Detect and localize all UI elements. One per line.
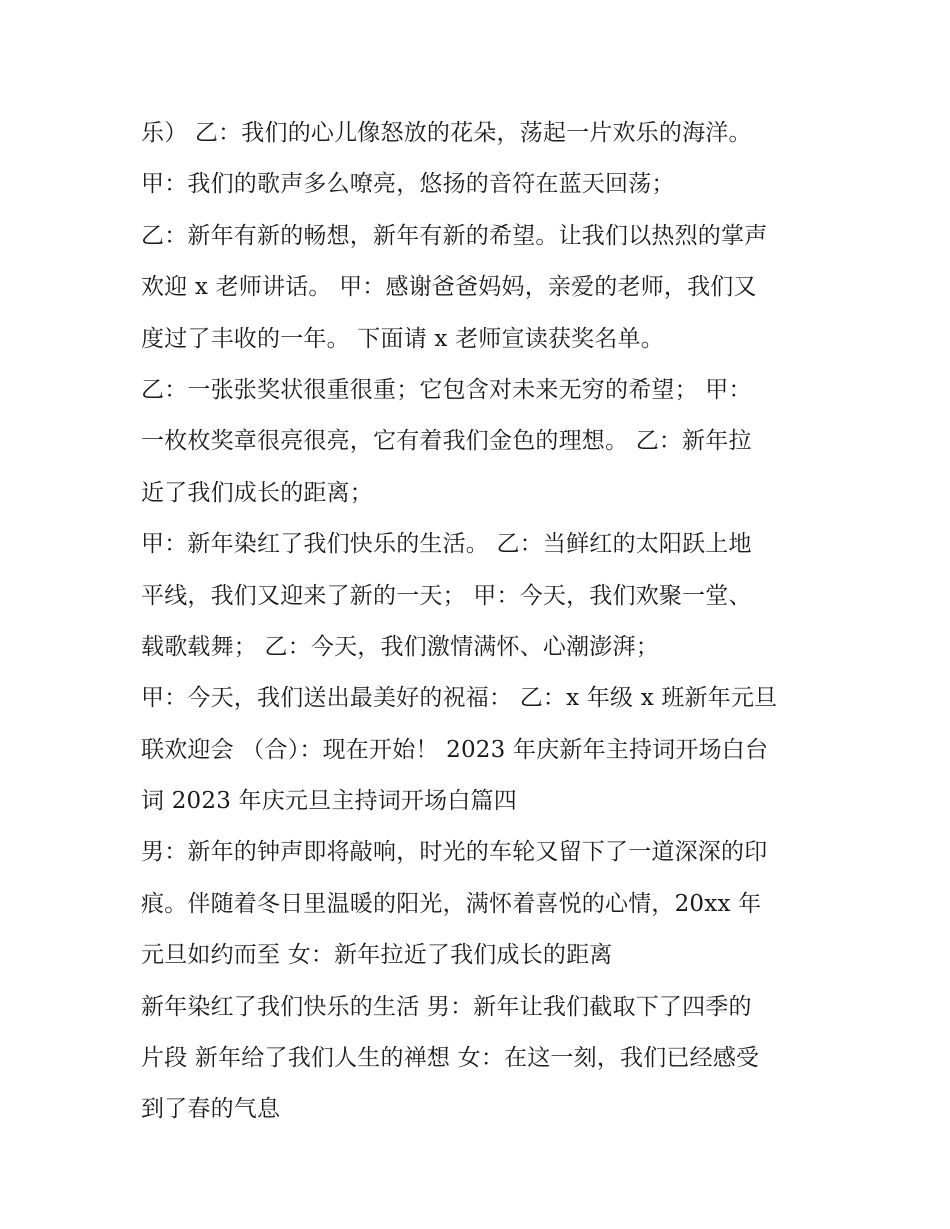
text-line: 元旦如约而至 女：新年拉近了我们成长的距离	[141, 942, 613, 969]
text-line: 到了春的气息	[141, 1096, 281, 1123]
text-line: 乙：新年有新的畅想，新年有新的希望。让我们以热烈的掌声	[141, 222, 768, 249]
text-line: 平线，我们又迎来了新的一天； 甲：今天，我们欢聚一堂、	[141, 582, 752, 609]
text-line: 近了我们成长的距离；	[141, 479, 373, 506]
text-line: 度过了丰收的一年。 下面请 x 老师宣读获奖名单。	[141, 325, 664, 352]
document-body	[141, 108, 821, 1136]
text-line: 新年染红了我们快乐的生活 男：新年让我们截取下了四季的	[141, 993, 752, 1020]
text-line: 乙：一张张奖状很重很重；它包含对未来无穷的希望； 甲：	[141, 376, 752, 403]
text-line: 痕。伴随着冬日里温暖的阳光，满怀着喜悦的心情，20xx 年	[141, 890, 762, 917]
text-line: 词 2023 年庆元旦主持词开场白篇四	[141, 788, 517, 815]
text-line: 载歌载舞； 乙：今天，我们激情满怀、心潮澎湃；	[141, 633, 659, 660]
text-line: 片段 新年给了我们人生的禅想 女：在这一刻，我们已经感受	[141, 1045, 760, 1072]
text-line: 联欢迎会 （合）：现在开始！ 2023 年庆新年主持词开场白台	[141, 736, 769, 763]
text-line: 一枚枚奖章很亮很亮，它有着我们金色的理想。 乙：新年拉	[141, 428, 752, 455]
text-line: 男：新年的钟声即将敲响，时光的车轮又留下了一道深深的印	[141, 839, 768, 866]
text-line: 乐） 乙：我们的心儿像怒放的花朵，荡起一片欢乐的海洋。	[141, 120, 752, 146]
text-line: 甲：我们的歌声多么嘹亮，悠扬的音符在蓝天回荡；	[141, 171, 675, 198]
text-line: 甲：今天，我们送出最美好的祝福： 乙：x 年级 x 班新年元旦	[141, 685, 778, 712]
text-line: 欢迎 x 老师讲话。 甲：感谢爸爸妈妈，亲爱的老师，我们又	[141, 274, 757, 301]
text-line: 甲：新年染红了我们快乐的生活。 乙：当鲜红的太阳跃上地	[141, 531, 752, 558]
